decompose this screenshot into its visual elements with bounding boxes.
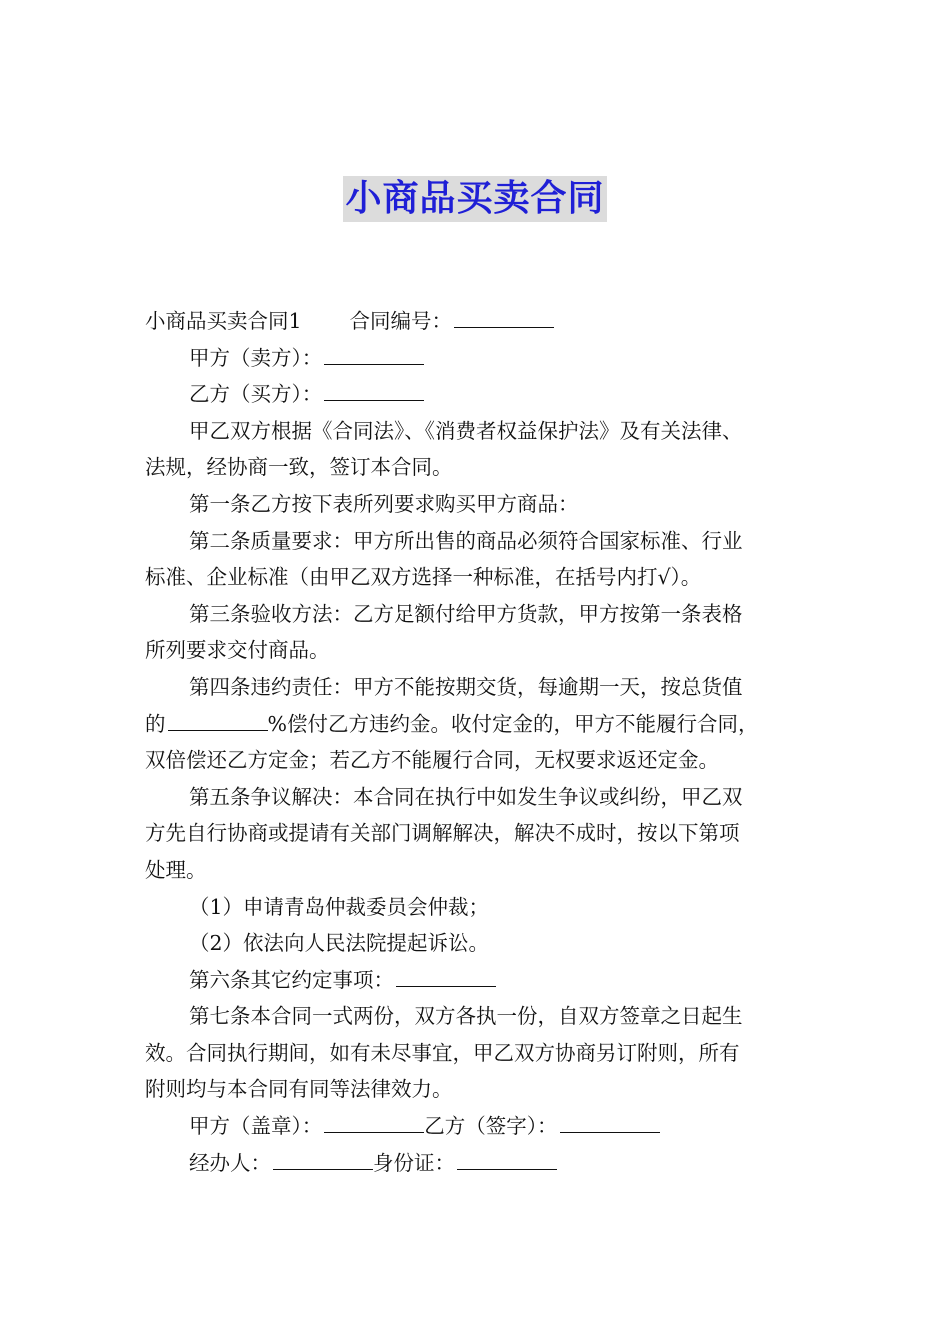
- other-terms-blank: [396, 985, 496, 987]
- header-line: [145, 303, 830, 340]
- article-7-line-1: 第七条本合同一式两份，双方各执一份，自双方签章之日起生: [189, 1004, 743, 1029]
- buyer-label: 乙方（买方）：: [189, 382, 323, 407]
- handler-label: 经办人：: [189, 1150, 271, 1175]
- id-card-label: 身份证：: [373, 1150, 455, 1175]
- article-5-line-3: 处理。: [145, 857, 207, 882]
- doc-label: 小商品买卖合同1: [145, 309, 302, 333]
- article-5-line-1: 第五条争议解决：本合同在执行中如发生争议或纠纷，甲乙双: [189, 784, 743, 809]
- contract-no-blank: [454, 326, 554, 328]
- article-5-line-2: 方先自行协商或提请有关部门调解解决，解决不成时，按以下第项: [145, 821, 740, 846]
- intro-line-1: 甲乙双方根据《合同法》、《消费者权益保护法》及有关法律、: [189, 418, 743, 443]
- article-4-line-2: [145, 706, 830, 743]
- intro-line-2: 法规，经协商一致，签订本合同。: [145, 455, 453, 480]
- document-body: [145, 303, 830, 1181]
- party-a-seal-blank: [324, 1131, 424, 1133]
- article-7-line-3: 附则均与本合同有同等法律效力。: [145, 1077, 453, 1102]
- article-6: [145, 962, 830, 999]
- buyer-line: [145, 376, 830, 413]
- id-card-blank: [457, 1168, 557, 1170]
- seller-label: 甲方（卖方）：: [189, 345, 323, 370]
- article-4-line-2-post: %偿付乙方违约金。收付定金的，甲方不能履行合同，: [267, 711, 759, 736]
- handler-line: [145, 1145, 830, 1182]
- article-7-line-2: 效。合同执行期间，如有未尽事宜，甲乙双方协商另订附则，所有: [145, 1040, 740, 1065]
- article-1: 第一条乙方按下表所列要求购买甲方商品：: [189, 491, 579, 516]
- title-container: [0, 176, 950, 222]
- contract-no-label: 合同编号：: [349, 309, 453, 333]
- article-3-line-1: 第三条验收方法：乙方足额付给甲方货款，甲方按第一条表格: [189, 601, 743, 626]
- document-title: 小商品买卖合同: [343, 176, 606, 222]
- article-3-line-2: 所列要求交付商品。: [145, 638, 330, 663]
- party-b-sign-label: 乙方（签字）：: [424, 1114, 558, 1139]
- buyer-blank: [324, 399, 424, 401]
- article-4-line-3: 双倍偿还乙方定金；若乙方不能履行合同，无权要求返还定金。: [145, 748, 719, 773]
- party-b-sign-blank: [560, 1131, 660, 1133]
- penalty-percent-blank: [168, 729, 268, 731]
- article-4-line-1: 第四条违约责任：甲方不能按期交货，每逾期一天，按总货值: [189, 674, 743, 699]
- seller-line: [145, 340, 830, 377]
- article-5-option-2: （2）依法向人民法院提起诉讼。: [189, 931, 490, 956]
- signature-line: [145, 1108, 830, 1145]
- article-5-option-1: （1）申请青岛仲裁委员会仲裁；: [189, 894, 490, 919]
- article-2-line-2: 标准、企业标准（由甲乙双方选择一种标准，在括号内打√）。: [145, 565, 702, 590]
- handler-blank: [273, 1168, 373, 1170]
- article-6-label: 第六条其它约定事项：: [189, 967, 394, 992]
- article-2-line-1: 第二条质量要求：甲方所出售的商品必须符合国家标准、行业: [189, 528, 743, 553]
- party-a-seal-label: 甲方（盖章）：: [189, 1114, 323, 1139]
- seller-blank: [324, 363, 424, 365]
- article-4-line-2-pre: 的: [145, 711, 166, 736]
